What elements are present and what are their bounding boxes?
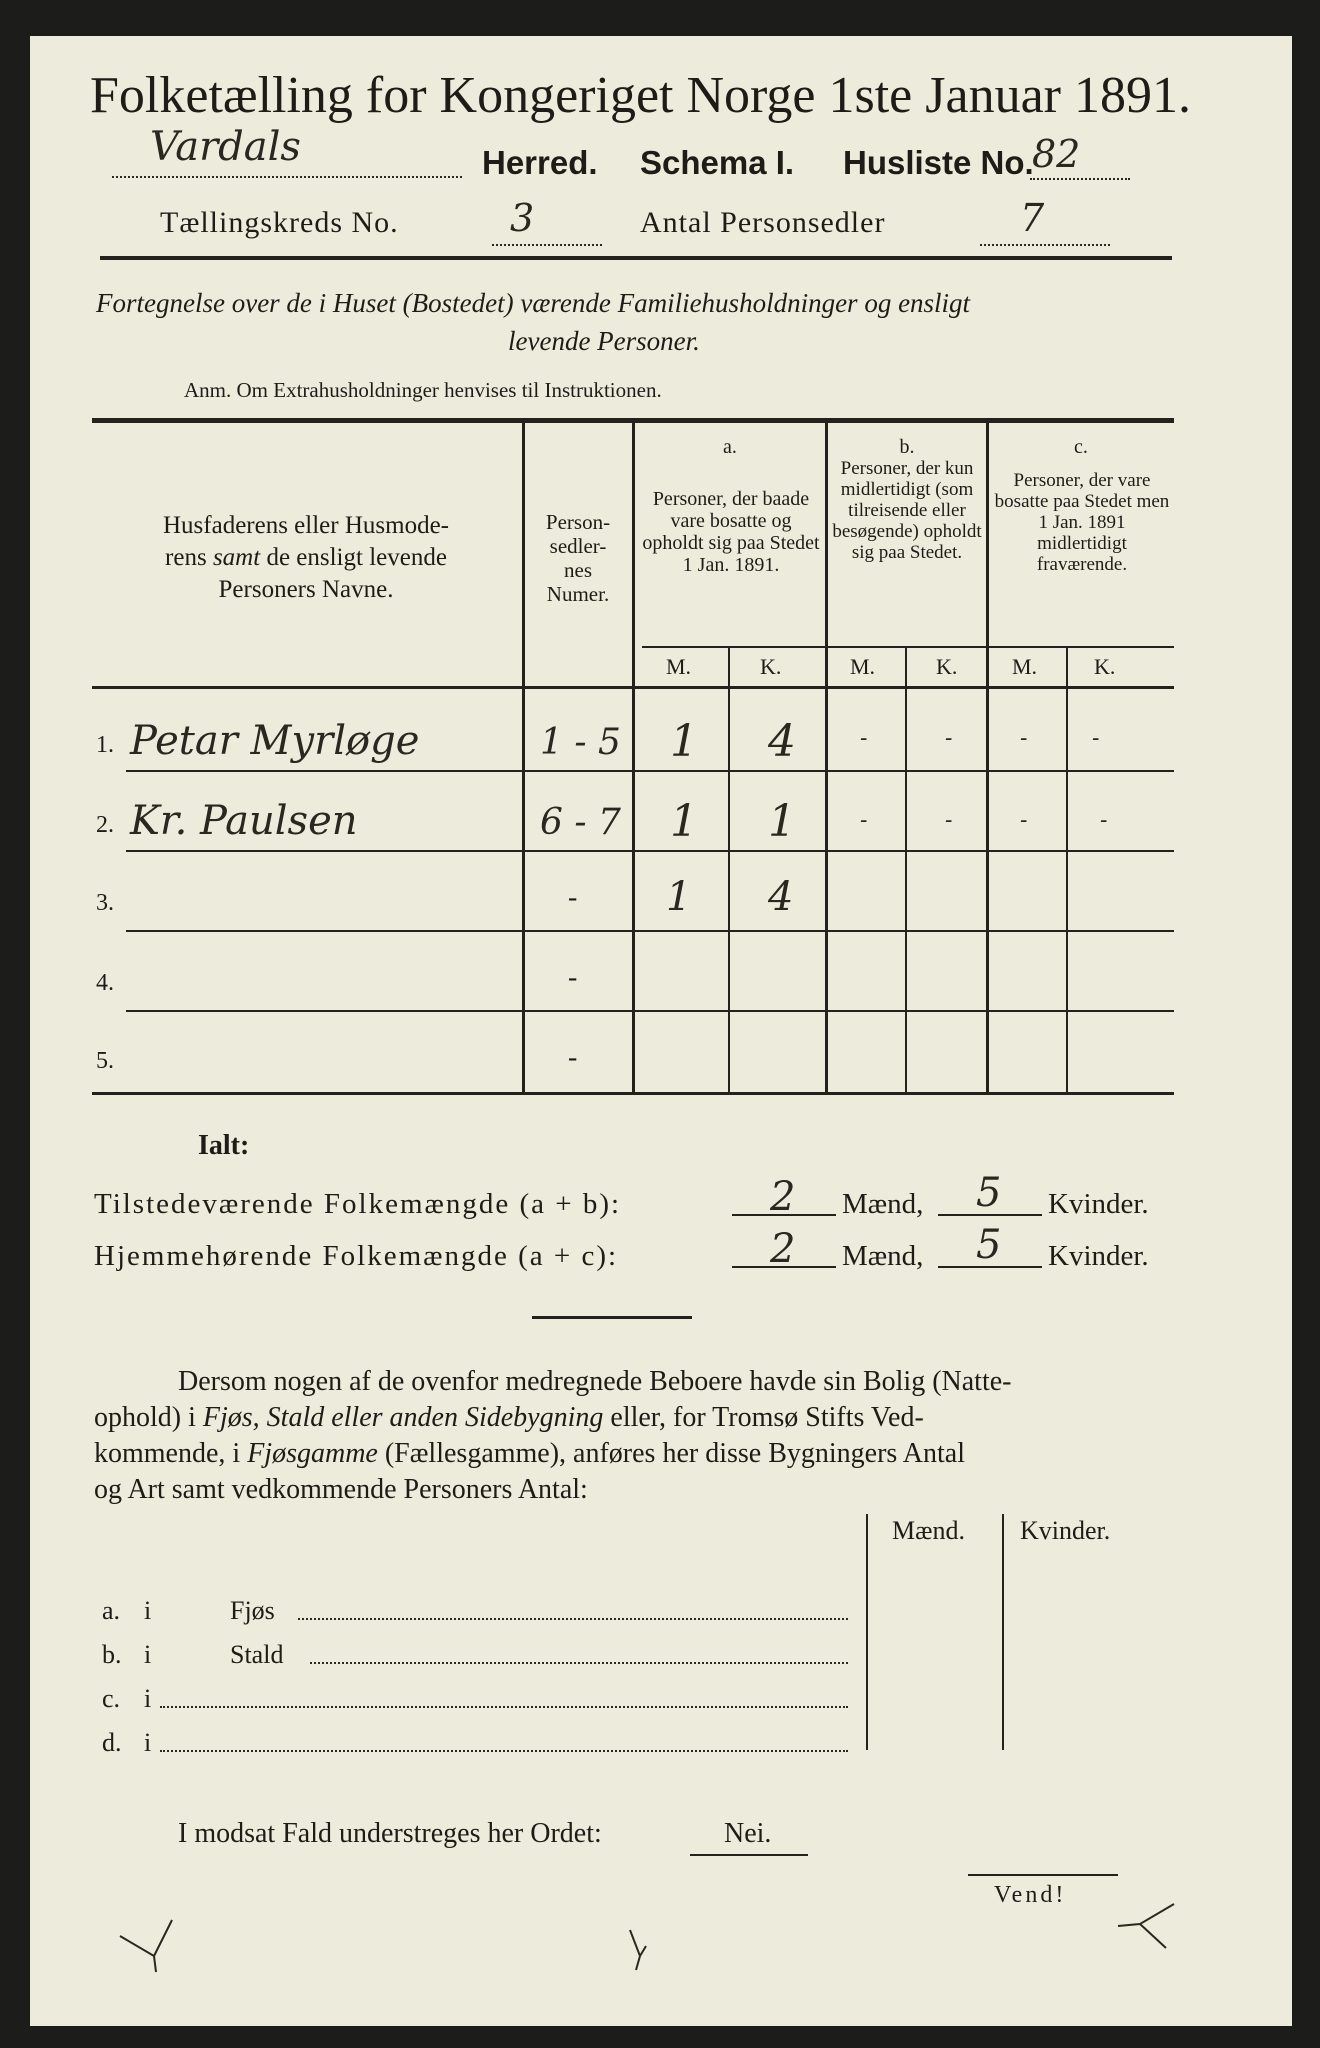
col-b-letter: b. [899,436,915,458]
col-names-line-1: Husfaderens eller Husmode- [162,512,449,539]
herred-value: Vardals [150,124,301,170]
col-a-m: M. [666,654,692,679]
buildings-col-divider-1 [866,1514,868,1750]
tilstede-m: 2 [770,1174,796,1220]
col-names-l2a: rens [165,544,213,571]
col-divider-a [632,422,635,1092]
item-line [160,1748,848,1752]
row-name: Kr. Paulsen [130,798,358,844]
col-c-letter: c. [1074,436,1088,458]
col-header-numer: Person- sedler- nes Numer. [545,510,611,606]
col-divider-c [986,422,989,1092]
col-a-k: K. [760,654,782,679]
antal-value: 7 [1020,196,1045,240]
col-b-text: Personer, der kun midlertidigt (som tilreisende eller besøgende) opholdt sig paa Stedet. [832,458,982,563]
section-divider [532,1316,692,1319]
intro-line-1: Fortegnelse over de i Huset (Bostedet) værende Familiehusholdninger og ensligt [96,288,971,318]
item-letter: a. [102,1596,121,1625]
row-a-m: 1 [670,796,698,847]
corner-mark-left-icon [110,1916,180,1976]
row-b-m: - [860,726,868,751]
hjemme-kvinder: Kvinder. [1048,1240,1149,1272]
antal-label: Antal Personsedler [640,206,886,239]
row-rule-3 [126,930,1174,932]
row-numer: - [568,882,578,913]
col-a-text: Personer, der baade vare bosatte og opholdt sig paa Stedet 1 Jan. 1891. [642,488,820,576]
col-divider-numer [522,422,525,1092]
col-header-names [94,510,518,606]
modsat-underline [690,1854,808,1856]
anm-note: Anm. Om Extrahusholdninger henvises til Instruktionen. [184,378,662,402]
row-rule-4 [126,1010,1174,1012]
buildings-p2c: eller, for Tromsø Stifts Ved- [603,1402,924,1433]
item-line [298,1616,848,1620]
intro-line-2: levende Personer. [508,326,700,356]
col-divider-b [825,422,828,1092]
col-names-l2b: samt [212,544,261,571]
form-title: Folketælling for Kongeriget Norge 1ste Januar 1891. [90,67,1191,124]
buildings-p2a: ophold) i [94,1402,203,1433]
col-b-k: K. [936,654,958,679]
item-letter: d. [102,1728,122,1757]
kreds-label: Tællingskreds No. [160,206,399,239]
husliste-label: Husliste No. [843,144,1034,181]
col-divider-a-mk [728,648,730,1092]
antal-field [980,214,1110,246]
buildings-col-maend: Mænd. [892,1516,965,1545]
herred-label: Herred. [482,144,598,181]
kreds-field [492,214,602,246]
row-name: Petar Myrløge [130,718,420,764]
husliste-field [1030,142,1130,180]
row-numer: - [568,962,578,993]
row-number: 5. [96,1048,114,1074]
item-prep: i [144,1684,152,1713]
col-b-m: M. [850,654,876,679]
item-letter: c. [102,1684,121,1713]
row-c-k: - [1092,726,1100,751]
tilstede-kvinder: Kvinder. [1048,1188,1149,1220]
col-names-line-3: Personers Navne. [218,576,394,603]
item-label: Fjøs [230,1596,275,1625]
vend-rule [968,1874,1118,1876]
row-c-k: - [1100,808,1108,833]
tilstede-k: 5 [976,1170,1002,1216]
item-line [310,1660,848,1664]
buildings-p2 [94,1402,924,1434]
schema-label: Schema I. [640,144,795,181]
row-b-k: - [945,726,953,751]
col-a-letter: a. [723,436,737,458]
tilstede-maend: Mænd, [842,1188,924,1220]
row-a-k: 4 [768,716,796,767]
row-rule-1 [126,770,1174,772]
col-c-text: Personer, der vare bosatte paa Stedet men 1 Jan. 1891 midlertidigt fraværende. [994,470,1170,575]
table-bottom-rule [92,1092,1174,1095]
buildings-p4: og Art samt vedkommende Personers Antal: [94,1474,588,1505]
row-a-m: 1 [670,716,698,767]
vend-label: Vend! [994,1882,1067,1908]
header-rule [100,256,1172,260]
buildings-col-kvinder: Kvinder. [1020,1516,1111,1545]
tilstede-label: Tilstedeværende Folkemængde (a + b): [94,1188,622,1220]
item-line [160,1704,848,1708]
mk-subheader-rule [642,646,1174,648]
item-letter: b. [102,1640,122,1669]
kreds-value: 3 [510,196,535,240]
buildings-p3a: kommende, i [94,1438,248,1469]
row-a-k: 1 [768,796,796,847]
buildings-col-divider-2 [1002,1514,1004,1750]
item-prep: i [144,1596,152,1625]
corner-mark-right-icon [1110,1898,1180,1958]
buildings-p3 [94,1438,965,1470]
ialt-label: Ialt: [198,1130,250,1161]
row-c-m: - [1020,726,1028,751]
item-prep: i [144,1728,152,1757]
hjemme-maend: Mænd, [842,1240,924,1272]
col-divider-c-mk [1066,648,1068,1092]
modsat-value: Nei. [724,1818,772,1849]
row-b-m: - [860,808,868,833]
row-a-k: 4 [768,874,794,920]
row-a-m: 1 [666,874,692,920]
row-b-k: - [945,808,953,833]
row-numer: 6 - 7 [540,802,621,843]
census-form-sheet [30,36,1292,2026]
row-numer: - [568,1042,578,1073]
item-prep: i [144,1640,152,1669]
col-names-line-2 [94,542,518,574]
row-number: 4. [96,970,114,996]
buildings-p2b: Fjøs, Stald eller anden Sidebygning [202,1402,604,1433]
hjemme-m: 2 [770,1226,796,1272]
row-number: 1. [96,732,114,758]
row-number: 2. [96,812,114,838]
buildings-p3c: (Fællesgamme), anføres her disse Bygningers Antal [377,1438,965,1469]
row-rule-2 [126,850,1174,852]
buildings-p3b: Fjøsgamme [247,1438,378,1469]
item-label: Stald [230,1640,284,1669]
col-divider-b-mk [905,648,907,1092]
row-c-m: - [1020,808,1028,833]
row-numer: 1 - 5 [540,722,621,763]
col-c-k: K. [1094,654,1116,679]
buildings-p1: Dersom nogen af de ovenfor medregnede Beboere havde sin Bolig (Natte- [178,1366,1012,1397]
hjemme-k: 5 [976,1222,1002,1268]
col-c-m: M. [1012,654,1038,679]
husliste-value: 82 [1032,132,1081,176]
col-names-l2c: de ensligt levende [260,544,447,571]
corner-mark-center-icon [620,1926,660,1976]
row-number: 3. [96,890,114,916]
modsat-label: I modsat Fald understreges her Ordet: [178,1818,602,1849]
hjemme-label: Hjemmehørende Folkemængde (a + c): [94,1240,619,1272]
